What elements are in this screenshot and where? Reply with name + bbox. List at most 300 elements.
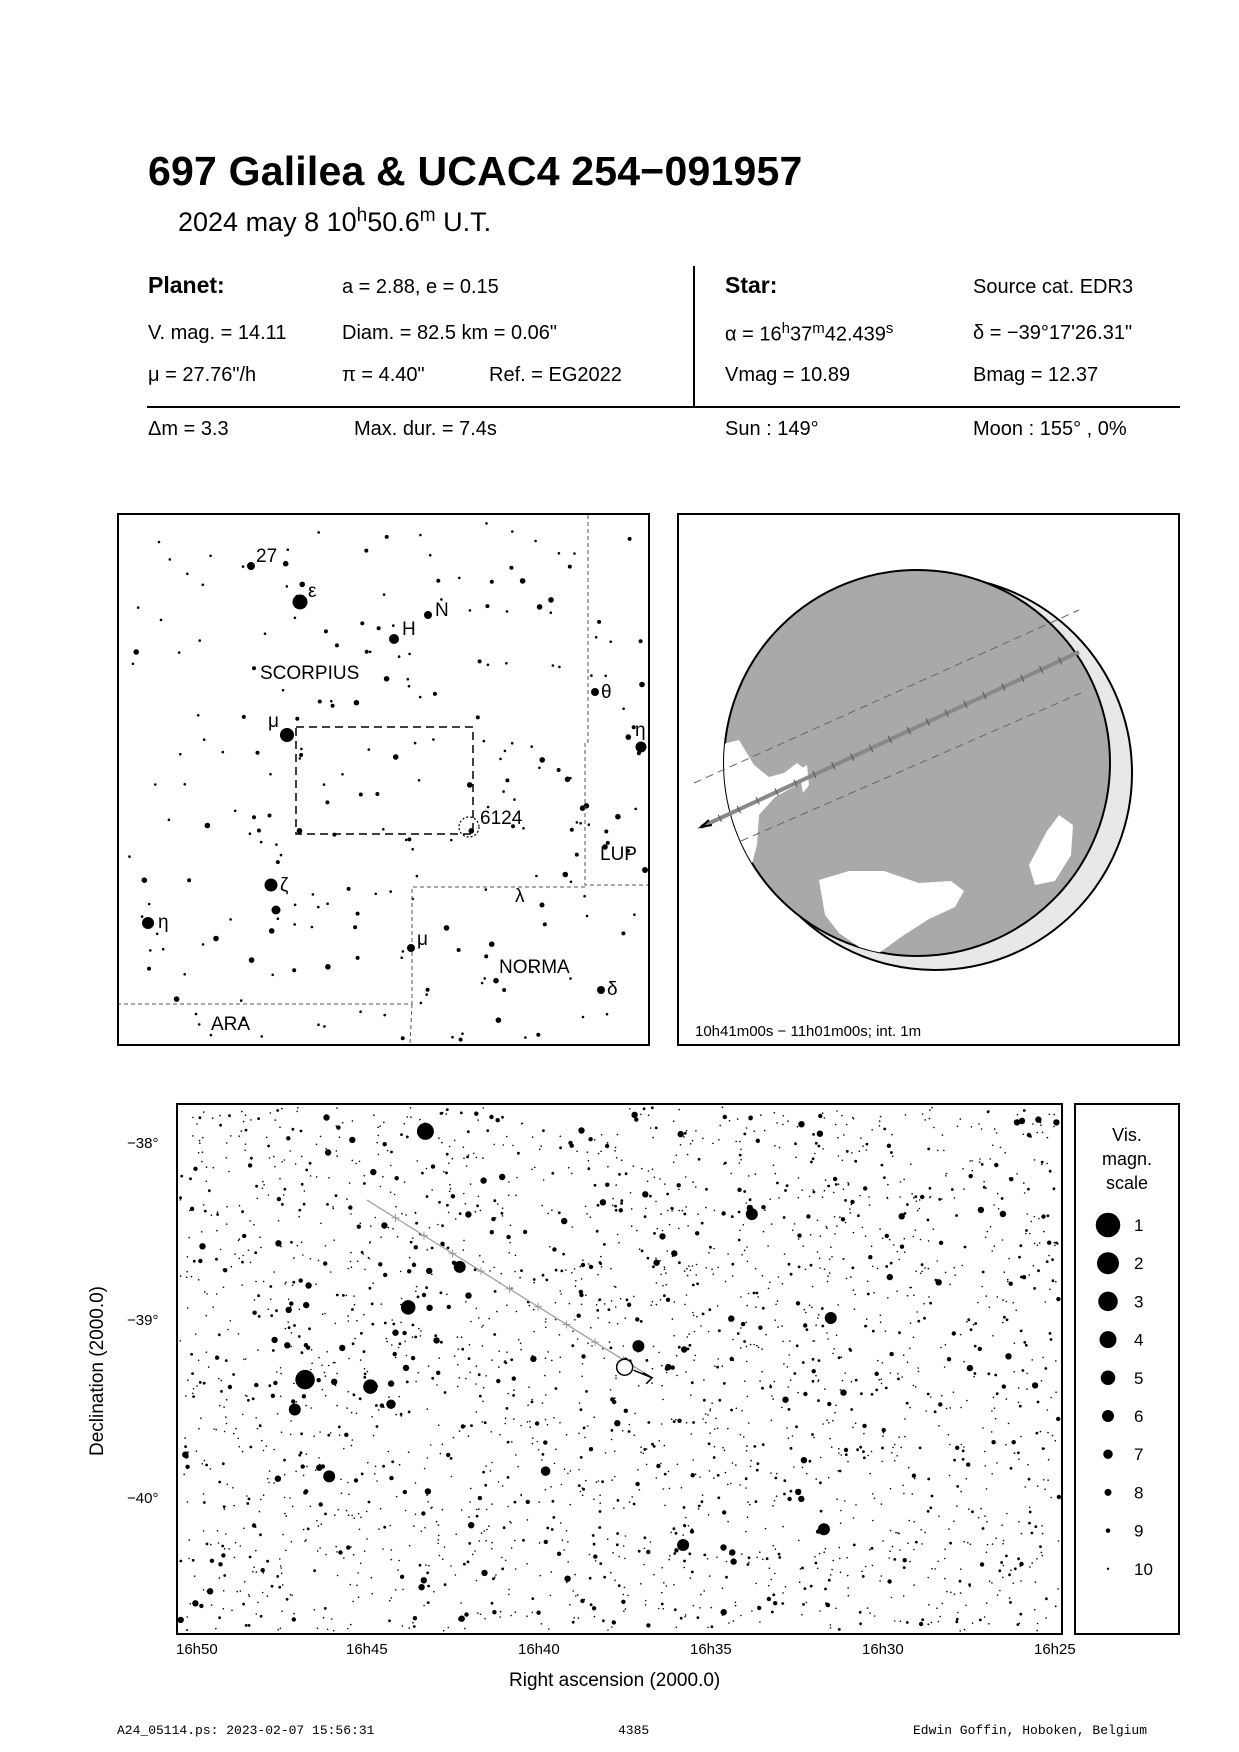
background-star — [317, 1023, 320, 1026]
background-star — [838, 1155, 840, 1157]
background-star — [628, 537, 632, 541]
background-star — [669, 1488, 671, 1490]
background-star — [323, 1025, 326, 1028]
background-star — [927, 1219, 930, 1222]
background-star — [867, 1281, 869, 1283]
background-star — [308, 1327, 311, 1330]
planet-vmag: V. mag. = 14.11 — [148, 322, 287, 344]
background-star — [973, 1324, 975, 1326]
background-star — [1039, 1545, 1042, 1548]
x-tick-16h30: 16h30 — [862, 1641, 904, 1658]
background-star — [422, 1293, 426, 1297]
background-star — [337, 1575, 339, 1577]
background-star — [336, 1405, 338, 1407]
background-star — [568, 1167, 570, 1169]
background-star — [461, 1348, 464, 1351]
background-star — [887, 1144, 891, 1148]
background-star — [579, 1290, 583, 1294]
background-star — [495, 1217, 497, 1219]
background-star — [391, 1549, 393, 1551]
background-star — [769, 1386, 772, 1389]
background-star — [417, 1372, 419, 1374]
background-star — [356, 1320, 358, 1322]
background-star — [841, 1217, 845, 1221]
background-star — [298, 1209, 301, 1212]
background-star — [218, 1542, 220, 1544]
background-star — [727, 1484, 729, 1486]
background-star — [788, 1437, 790, 1439]
background-star — [217, 1211, 219, 1213]
legend-dot-mag-3 — [1098, 1292, 1118, 1312]
background-star — [960, 1407, 962, 1409]
star-right-ascension — [725, 320, 893, 347]
background-star — [421, 1511, 425, 1515]
background-star — [686, 1130, 688, 1132]
background-star — [1028, 1522, 1031, 1525]
background-star — [798, 1197, 800, 1199]
background-star — [972, 1622, 974, 1624]
background-star — [598, 1298, 601, 1301]
background-star — [541, 1623, 543, 1625]
background-star — [389, 1600, 391, 1602]
background-star — [943, 1150, 945, 1152]
background-star — [217, 1530, 219, 1532]
background-star — [1010, 1569, 1012, 1571]
background-star — [228, 1171, 230, 1173]
background-star — [788, 1263, 791, 1266]
background-star — [546, 1527, 549, 1530]
background-star — [971, 1160, 973, 1162]
background-star — [595, 636, 598, 639]
background-star — [1001, 1524, 1003, 1526]
background-star — [603, 1576, 606, 1579]
star-theta-lup — [591, 688, 599, 696]
background-star — [457, 1364, 459, 1366]
background-star — [695, 1274, 697, 1276]
background-star — [295, 1471, 297, 1473]
background-star — [792, 1230, 794, 1232]
background-star — [969, 1174, 973, 1178]
background-star — [383, 593, 386, 596]
background-star — [486, 1129, 489, 1132]
background-star — [363, 1314, 365, 1316]
background-star — [916, 1311, 918, 1313]
background-star — [732, 1462, 734, 1464]
background-star — [771, 1420, 773, 1422]
background-star — [866, 1149, 868, 1151]
background-star — [817, 1317, 819, 1319]
label-norma: NORMA — [499, 957, 570, 978]
background-star — [290, 1346, 292, 1348]
background-star — [490, 1230, 494, 1234]
background-star — [531, 1597, 534, 1600]
background-star — [681, 1346, 687, 1352]
asteroid-path — [367, 1200, 652, 1384]
background-star — [334, 1514, 336, 1516]
star-eta-ara — [142, 917, 154, 929]
background-star — [408, 653, 411, 656]
background-star — [653, 1445, 656, 1448]
background-star — [182, 1618, 184, 1620]
background-star — [848, 1595, 850, 1597]
background-star — [1045, 1597, 1048, 1600]
background-star — [284, 1342, 290, 1348]
background-star — [469, 609, 472, 612]
background-star — [276, 1575, 279, 1578]
background-star — [889, 1239, 891, 1241]
background-star — [291, 1332, 293, 1334]
planet-parallax: π = 4.40" — [342, 364, 425, 386]
background-star — [194, 1575, 196, 1577]
background-star — [784, 1189, 787, 1192]
background-star — [250, 1157, 253, 1160]
background-star — [834, 1216, 836, 1218]
background-star — [582, 1495, 584, 1497]
background-star — [1050, 1497, 1052, 1499]
background-star — [589, 1447, 593, 1451]
background-star — [561, 1484, 563, 1486]
background-star — [601, 1134, 603, 1136]
background-star — [275, 1309, 278, 1312]
background-star — [995, 1537, 997, 1539]
background-star — [302, 1394, 306, 1398]
legend-label-mag-9: 9 — [1134, 1521, 1144, 1541]
background-star — [284, 1497, 286, 1499]
background-star — [698, 1158, 701, 1161]
background-star — [351, 1515, 353, 1517]
background-star — [450, 1565, 452, 1567]
background-star — [1023, 1182, 1025, 1184]
background-star — [614, 1205, 617, 1208]
background-star — [617, 1134, 619, 1136]
background-star — [812, 1133, 815, 1136]
background-star — [787, 1497, 791, 1501]
bright-star — [386, 1399, 396, 1409]
background-star — [894, 1620, 896, 1622]
background-star — [583, 1427, 586, 1430]
background-star — [520, 1343, 522, 1345]
background-star — [587, 1425, 589, 1427]
background-star — [398, 1347, 400, 1349]
background-star — [802, 1603, 805, 1606]
background-star — [659, 1178, 661, 1180]
background-star — [383, 1014, 386, 1017]
background-star — [481, 1532, 483, 1534]
track-time-tick — [591, 1338, 599, 1346]
background-star — [392, 624, 395, 627]
background-star — [703, 1590, 705, 1592]
background-star — [927, 1478, 930, 1481]
background-star — [418, 1584, 424, 1590]
background-star — [238, 1135, 240, 1137]
background-star — [631, 1208, 633, 1210]
background-star — [708, 1442, 711, 1445]
background-star — [892, 1546, 894, 1548]
background-star — [378, 1262, 382, 1266]
background-star — [296, 1401, 298, 1403]
background-star — [960, 1491, 962, 1493]
background-star — [801, 1567, 804, 1570]
background-star — [593, 1416, 595, 1418]
background-star — [386, 1338, 388, 1340]
background-star — [1019, 1613, 1022, 1616]
background-star — [406, 1355, 408, 1357]
background-star — [200, 1417, 202, 1419]
background-star — [245, 1129, 248, 1132]
background-star — [333, 1382, 335, 1384]
background-star — [813, 1437, 815, 1439]
background-star — [711, 1625, 714, 1628]
background-star — [775, 1548, 777, 1550]
background-star — [1005, 1555, 1008, 1558]
background-star — [1042, 1533, 1044, 1535]
background-star — [289, 1497, 291, 1499]
background-star — [587, 1167, 590, 1170]
background-star — [248, 1163, 252, 1167]
background-star — [450, 839, 453, 842]
background-star — [476, 1580, 478, 1582]
background-star — [218, 1378, 220, 1380]
background-star — [392, 1228, 394, 1230]
background-star — [994, 1374, 997, 1377]
background-star — [914, 1478, 916, 1480]
background-star — [713, 1456, 716, 1459]
background-star — [801, 1457, 807, 1463]
background-star — [1028, 1274, 1030, 1276]
background-star — [162, 948, 165, 951]
background-star — [814, 1556, 816, 1558]
background-star — [879, 1580, 881, 1582]
background-star — [954, 1197, 956, 1199]
background-star — [323, 1114, 329, 1120]
background-star — [501, 1212, 504, 1215]
background-star — [587, 1151, 589, 1153]
background-star — [409, 1545, 411, 1547]
background-star — [666, 1193, 669, 1196]
background-star — [624, 1587, 626, 1589]
background-star — [794, 1223, 796, 1225]
background-star — [316, 1144, 318, 1146]
background-star — [729, 1120, 731, 1122]
background-star — [871, 1129, 873, 1131]
background-star — [539, 1542, 541, 1544]
background-star — [242, 1451, 244, 1453]
background-star — [503, 1144, 505, 1146]
star-declination: δ = −39°17'26.31" — [973, 322, 1133, 344]
background-star — [363, 1376, 366, 1379]
background-star — [934, 1568, 936, 1570]
background-star — [889, 1352, 893, 1356]
background-star — [380, 1236, 382, 1238]
background-star — [1051, 1258, 1054, 1261]
background-star — [476, 1515, 479, 1518]
background-star — [796, 1344, 799, 1347]
background-star — [862, 1424, 866, 1428]
background-star — [306, 1466, 308, 1468]
background-star — [982, 1271, 985, 1274]
background-star — [955, 1446, 959, 1450]
background-star — [354, 1338, 356, 1340]
background-star — [210, 1559, 214, 1563]
background-star — [499, 1616, 501, 1618]
background-star — [773, 1601, 777, 1605]
background-star — [303, 1490, 307, 1494]
background-star — [702, 1418, 704, 1420]
background-star — [557, 1552, 561, 1556]
background-star — [875, 1389, 878, 1392]
background-star — [509, 1242, 511, 1244]
background-star — [500, 1611, 502, 1613]
background-star — [721, 1609, 727, 1615]
background-star — [838, 1356, 841, 1359]
background-star — [1042, 1447, 1045, 1450]
background-star — [599, 1262, 602, 1265]
background-star — [717, 1474, 720, 1477]
background-star — [305, 1169, 308, 1172]
background-star — [335, 643, 339, 647]
background-star — [1040, 1431, 1042, 1433]
background-star — [375, 1404, 378, 1407]
background-star — [446, 1294, 448, 1296]
background-star — [474, 1112, 478, 1116]
background-star — [1009, 1601, 1012, 1604]
background-star — [921, 1271, 923, 1273]
legend-label-mag-4: 4 — [1134, 1330, 1144, 1350]
background-star — [1038, 1218, 1040, 1220]
background-star — [1003, 1540, 1005, 1542]
background-star — [565, 1269, 567, 1271]
background-star — [653, 1260, 659, 1266]
background-star — [465, 1378, 467, 1380]
background-star — [526, 1563, 528, 1565]
background-star — [741, 1553, 743, 1555]
background-star — [966, 1400, 968, 1402]
background-star — [708, 1514, 710, 1516]
background-star — [298, 1335, 300, 1337]
background-star — [854, 1294, 856, 1296]
background-star — [411, 848, 414, 851]
background-star — [334, 1362, 336, 1364]
background-star — [777, 1326, 779, 1328]
background-star — [1039, 1242, 1041, 1244]
background-star — [248, 1498, 251, 1501]
background-star — [867, 1455, 869, 1457]
background-star — [400, 1271, 402, 1273]
background-star — [243, 1528, 245, 1530]
background-star — [248, 1594, 250, 1596]
background-star — [893, 1244, 895, 1246]
background-star — [996, 1462, 998, 1464]
background-star — [828, 1422, 830, 1424]
background-star — [223, 1608, 225, 1610]
background-star — [193, 1260, 196, 1263]
background-star — [366, 1538, 368, 1540]
background-star — [879, 1125, 881, 1127]
background-star — [745, 1531, 747, 1533]
background-star — [420, 1335, 422, 1337]
background-star — [890, 1372, 892, 1374]
background-star — [534, 540, 537, 543]
background-star — [515, 1568, 517, 1570]
background-star — [277, 1629, 279, 1631]
background-star — [640, 1583, 642, 1585]
background-star — [723, 1163, 725, 1165]
background-star — [453, 1437, 455, 1439]
background-star — [890, 1151, 893, 1154]
background-star — [414, 1336, 417, 1339]
background-star — [225, 1157, 227, 1159]
background-star — [225, 1359, 228, 1362]
background-star — [781, 1325, 783, 1327]
background-star — [645, 1600, 647, 1602]
background-star — [570, 828, 574, 832]
background-star — [724, 1450, 726, 1452]
background-star — [502, 1215, 504, 1217]
background-star — [260, 1499, 262, 1501]
background-star — [260, 1247, 262, 1249]
background-star — [949, 1407, 951, 1409]
background-star — [482, 1421, 484, 1423]
background-star — [285, 1550, 287, 1552]
background-star — [1013, 1583, 1015, 1585]
background-star — [305, 1405, 307, 1407]
background-star — [255, 1527, 257, 1529]
background-star — [319, 1502, 323, 1506]
background-star — [590, 674, 593, 677]
background-star — [438, 1524, 440, 1526]
legend-label-mag-1: 1 — [1134, 1216, 1144, 1235]
background-star — [574, 1268, 576, 1270]
background-star — [589, 1554, 591, 1556]
background-star — [959, 1630, 961, 1632]
background-star — [640, 1446, 642, 1448]
background-star — [249, 832, 252, 835]
background-star — [543, 1179, 545, 1181]
background-star — [874, 1615, 876, 1617]
background-star — [696, 1316, 698, 1318]
background-star — [582, 1363, 584, 1365]
background-star — [389, 1525, 391, 1527]
background-star — [1049, 1289, 1051, 1291]
background-star — [748, 1293, 750, 1295]
background-star — [501, 1116, 504, 1119]
background-star — [360, 621, 364, 625]
background-star — [380, 1403, 384, 1407]
background-star — [235, 1428, 237, 1430]
label-eta-lup: η — [635, 720, 646, 741]
background-star — [439, 1555, 441, 1557]
background-star — [221, 1545, 224, 1548]
background-star — [246, 1502, 249, 1505]
background-star — [192, 1395, 195, 1398]
background-star — [982, 1427, 984, 1429]
background-star — [991, 1473, 993, 1475]
background-star — [354, 1518, 356, 1520]
background-star — [569, 777, 572, 780]
bright-star — [677, 1539, 689, 1551]
background-star — [757, 1462, 760, 1465]
background-star — [275, 1476, 281, 1482]
background-star — [949, 1444, 951, 1446]
background-star — [643, 1448, 646, 1451]
background-star — [353, 1295, 355, 1297]
background-star — [239, 1238, 241, 1240]
ra-seconds-unit: s — [885, 320, 894, 337]
background-star — [746, 1246, 748, 1248]
background-star — [1053, 1114, 1055, 1116]
background-star — [549, 1246, 551, 1248]
background-star — [320, 1223, 322, 1225]
